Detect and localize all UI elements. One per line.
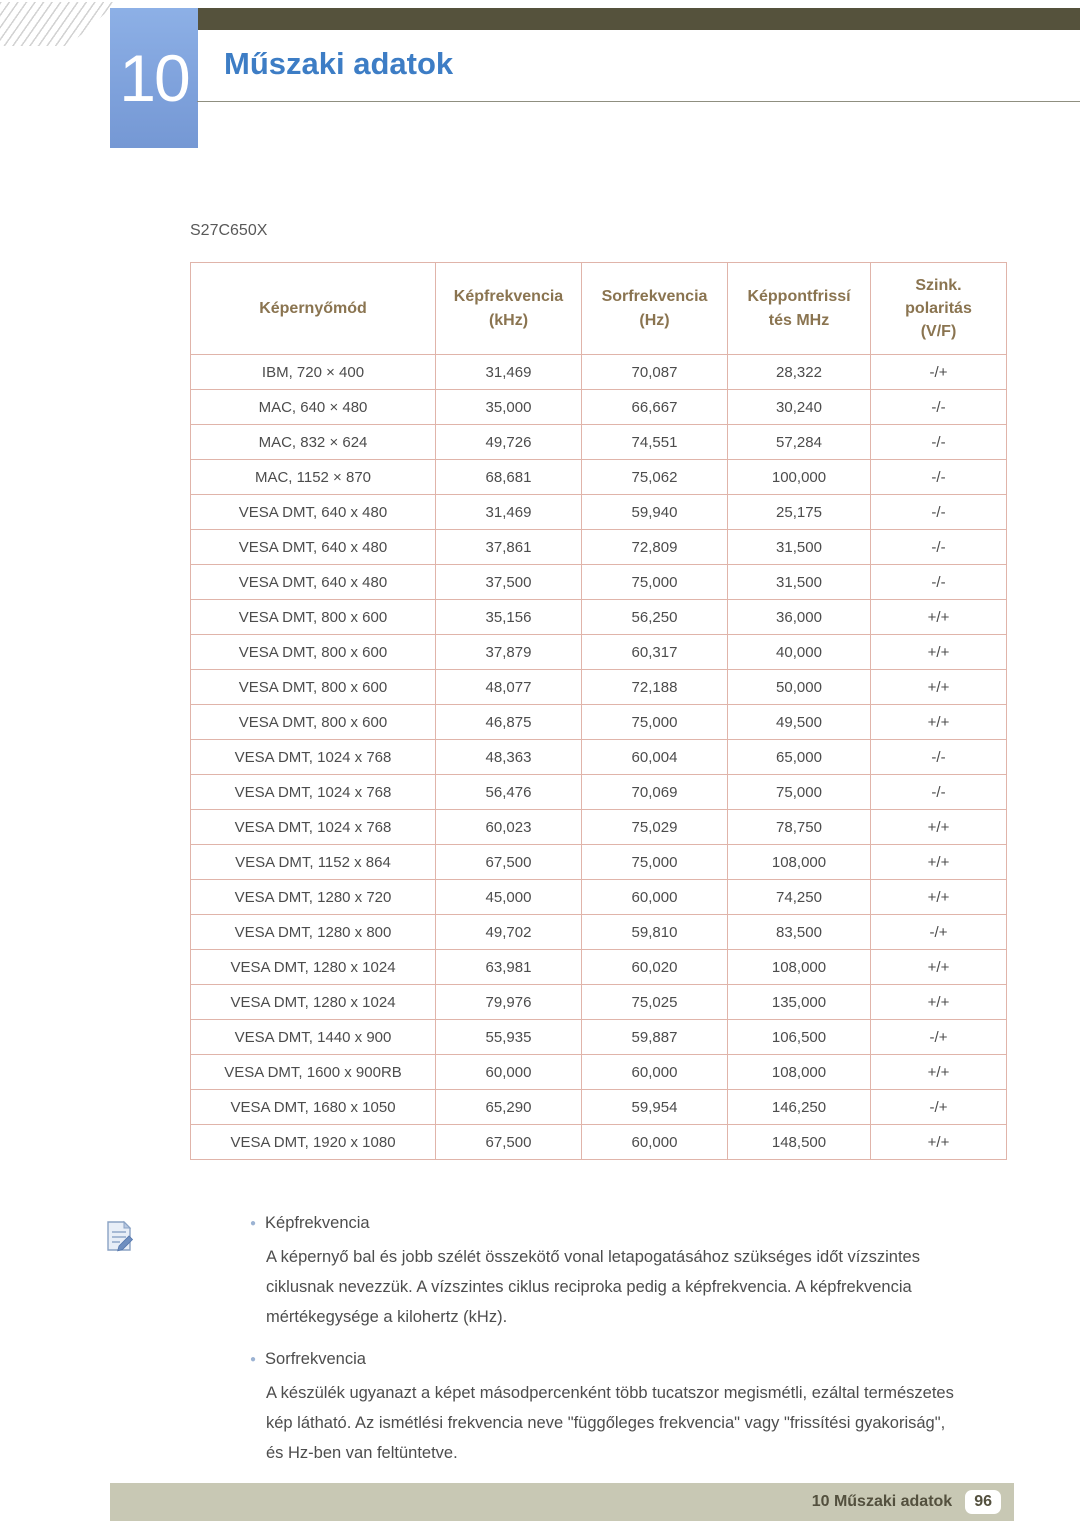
- cell-horizontal-frequency: 67,500: [436, 1125, 582, 1160]
- table-row: [191, 880, 1007, 915]
- header-line: polaritás: [905, 299, 972, 317]
- cell-horizontal-frequency: 31,469: [436, 495, 582, 530]
- cell-horizontal-frequency: 56,476: [436, 775, 582, 810]
- cell-sync-polarity: -/-: [871, 390, 1007, 425]
- top-bar: [197, 8, 1080, 30]
- cell-vertical-frequency: 60,000: [582, 1055, 728, 1090]
- cell-horizontal-frequency: 48,363: [436, 740, 582, 775]
- cell-vertical-frequency: 59,954: [582, 1090, 728, 1125]
- table-row: [191, 565, 1007, 600]
- cell-pixel-clock: 100,000: [728, 460, 871, 495]
- cell-horizontal-frequency: 68,681: [436, 460, 582, 495]
- cell-vertical-frequency: 75,000: [582, 705, 728, 740]
- cell-pixel-clock: 40,000: [728, 635, 871, 670]
- cell-pixel-clock: 50,000: [728, 670, 871, 705]
- cell-sync-polarity: +/+: [871, 810, 1007, 845]
- cell-sync-polarity: -/-: [871, 530, 1007, 565]
- cell-mode: VESA DMT, 640 x 480: [191, 495, 436, 530]
- column-header-vertical-frequency: [582, 263, 728, 355]
- cell-pixel-clock: 146,250: [728, 1090, 871, 1125]
- title-underline: [197, 101, 1080, 102]
- cell-horizontal-frequency: 35,000: [436, 390, 582, 425]
- cell-vertical-frequency: 70,087: [582, 355, 728, 390]
- cell-pixel-clock: 74,250: [728, 880, 871, 915]
- cell-vertical-frequency: 75,025: [582, 985, 728, 1020]
- mode-table-body: [191, 355, 1007, 1160]
- cell-sync-polarity: -/-: [871, 565, 1007, 600]
- cell-sync-polarity: +/+: [871, 950, 1007, 985]
- note-text: A készülék ugyanazt a képet másodpercenként több tucatszor megismétli, ezáltal természetes kép látható. Az ismétlési frekvencia neve "függőleges frekvencia" vagy "frissítési gyakoriság", és Hz-ben van feltüntetve.: [266, 1384, 954, 1462]
- cell-horizontal-frequency: 37,879: [436, 635, 582, 670]
- table-row: [191, 530, 1007, 565]
- column-header-pixel-clock: [728, 263, 871, 355]
- table-row: [191, 810, 1007, 845]
- corner-hatch-decoration: [0, 2, 118, 46]
- table-row: [191, 740, 1007, 775]
- cell-vertical-frequency: 56,250: [582, 600, 728, 635]
- table-row: [191, 390, 1007, 425]
- cell-mode: VESA DMT, 1280 x 800: [191, 915, 436, 950]
- cell-mode: VESA DMT, 1024 x 768: [191, 740, 436, 775]
- cell-vertical-frequency: 75,029: [582, 810, 728, 845]
- header-line: (V/F): [920, 323, 957, 341]
- cell-horizontal-frequency: 49,726: [436, 425, 582, 460]
- bullet-icon: ●: [250, 1354, 257, 1365]
- header-line: Képpontfrissí: [747, 288, 851, 306]
- table-row: [191, 355, 1007, 390]
- cell-sync-polarity: +/+: [871, 1125, 1007, 1160]
- cell-mode: VESA DMT, 1600 x 900RB: [191, 1055, 436, 1090]
- cell-mode: VESA DMT, 800 x 600: [191, 635, 436, 670]
- cell-mode: VESA DMT, 1024 x 768: [191, 775, 436, 810]
- table-row: [191, 600, 1007, 635]
- cell-vertical-frequency: 60,004: [582, 740, 728, 775]
- cell-pixel-clock: 106,500: [728, 1020, 871, 1055]
- cell-horizontal-frequency: 49,702: [436, 915, 582, 950]
- column-header-sync-polarity: [871, 263, 1007, 355]
- cell-mode: VESA DMT, 800 x 600: [191, 670, 436, 705]
- cell-mode: VESA DMT, 640 x 480: [191, 530, 436, 565]
- cell-sync-polarity: -/+: [871, 1090, 1007, 1125]
- table-row: [191, 495, 1007, 530]
- cell-vertical-frequency: 60,000: [582, 1125, 728, 1160]
- note-item: [250, 1214, 983, 1332]
- cell-mode: MAC, 640 × 480: [191, 390, 436, 425]
- cell-pixel-clock: 135,000: [728, 985, 871, 1020]
- cell-vertical-frequency: 70,069: [582, 775, 728, 810]
- cell-mode: VESA DMT, 1920 x 1080: [191, 1125, 436, 1160]
- table-row: [191, 950, 1007, 985]
- table-row: [191, 985, 1007, 1020]
- header-line: (Hz): [639, 311, 670, 329]
- cell-sync-polarity: +/+: [871, 985, 1007, 1020]
- cell-pixel-clock: 28,322: [728, 355, 871, 390]
- cell-pixel-clock: 108,000: [728, 950, 871, 985]
- note-label: Sorfrekvencia: [265, 1350, 366, 1368]
- cell-horizontal-frequency: 37,861: [436, 530, 582, 565]
- cell-horizontal-frequency: 46,875: [436, 705, 582, 740]
- cell-vertical-frequency: 75,000: [582, 845, 728, 880]
- cell-sync-polarity: +/+: [871, 600, 1007, 635]
- header-line: tés MHz: [768, 311, 830, 329]
- cell-sync-polarity: +/+: [871, 635, 1007, 670]
- cell-mode: VESA DMT, 800 x 600: [191, 705, 436, 740]
- cell-mode: MAC, 832 × 624: [191, 425, 436, 460]
- cell-horizontal-frequency: 55,935: [436, 1020, 582, 1055]
- cell-sync-polarity: -/-: [871, 495, 1007, 530]
- header-line: (kHz): [488, 311, 529, 329]
- cell-pixel-clock: 57,284: [728, 425, 871, 460]
- cell-horizontal-frequency: 45,000: [436, 880, 582, 915]
- cell-vertical-frequency: 59,810: [582, 915, 728, 950]
- cell-mode: VESA DMT, 1280 x 720: [191, 880, 436, 915]
- note-icon: [103, 1220, 135, 1252]
- cell-sync-polarity: -/+: [871, 355, 1007, 390]
- cell-pixel-clock: 31,500: [728, 565, 871, 600]
- table-row: [191, 845, 1007, 880]
- header-line: Képernyőmód: [259, 299, 367, 317]
- cell-horizontal-frequency: 35,156: [436, 600, 582, 635]
- chapter-number-box: [110, 8, 198, 148]
- note-text: A képernyő bal és jobb szélét összekötő vonal letapogatásához szükséges időt vízszintes ciklusnak nevezzük. A vízszintes ciklus reciproka pedig a képfrekvencia. A képfrekvencia mértékegysége a kilohertz (kHz).: [266, 1248, 920, 1326]
- table-row: [191, 915, 1007, 950]
- cell-vertical-frequency: 59,940: [582, 495, 728, 530]
- chapter-number: 10: [119, 41, 189, 115]
- cell-pixel-clock: 75,000: [728, 775, 871, 810]
- cell-pixel-clock: 148,500: [728, 1125, 871, 1160]
- display-modes-table: [190, 262, 1007, 1160]
- cell-mode: VESA DMT, 1280 x 1024: [191, 950, 436, 985]
- cell-vertical-frequency: 59,887: [582, 1020, 728, 1055]
- table-row: [191, 670, 1007, 705]
- cell-sync-polarity: +/+: [871, 1055, 1007, 1090]
- cell-horizontal-frequency: 37,500: [436, 565, 582, 600]
- cell-pixel-clock: 30,240: [728, 390, 871, 425]
- cell-pixel-clock: 25,175: [728, 495, 871, 530]
- cell-horizontal-frequency: 63,981: [436, 950, 582, 985]
- table-header-row: [191, 263, 1007, 355]
- column-header-display-mode: [191, 263, 436, 355]
- note-items: [250, 1214, 983, 1468]
- column-header-horizontal-frequency: [436, 263, 582, 355]
- table-row: [191, 425, 1007, 460]
- cell-sync-polarity: +/+: [871, 845, 1007, 880]
- cell-horizontal-frequency: 31,469: [436, 355, 582, 390]
- cell-mode: VESA DMT, 800 x 600: [191, 600, 436, 635]
- cell-mode: VESA DMT, 1440 x 900: [191, 1020, 436, 1055]
- table-row: [191, 460, 1007, 495]
- header-line: Szink.: [915, 276, 962, 294]
- cell-sync-polarity: -/-: [871, 460, 1007, 495]
- cell-pixel-clock: 108,000: [728, 845, 871, 880]
- cell-pixel-clock: 108,000: [728, 1055, 871, 1090]
- bullet-icon: ●: [250, 1218, 257, 1229]
- table-row: [191, 1055, 1007, 1090]
- cell-mode: VESA DMT, 640 x 480: [191, 565, 436, 600]
- cell-vertical-frequency: 60,020: [582, 950, 728, 985]
- cell-pixel-clock: 36,000: [728, 600, 871, 635]
- table-row: [191, 705, 1007, 740]
- cell-mode: VESA DMT, 1152 x 864: [191, 845, 436, 880]
- chapter-title: Műszaki adatok: [224, 46, 454, 81]
- cell-horizontal-frequency: 79,976: [436, 985, 582, 1020]
- cell-pixel-clock: 65,000: [728, 740, 871, 775]
- table-row: [191, 1090, 1007, 1125]
- header-line: Sorfrekvencia: [601, 288, 708, 306]
- cell-mode: VESA DMT, 1280 x 1024: [191, 985, 436, 1020]
- note-label: Képfrekvencia: [265, 1214, 370, 1232]
- cell-horizontal-frequency: 67,500: [436, 845, 582, 880]
- cell-sync-polarity: +/+: [871, 880, 1007, 915]
- cell-sync-polarity: -/+: [871, 915, 1007, 950]
- notes-section: [103, 1214, 983, 1486]
- cell-pixel-clock: 31,500: [728, 530, 871, 565]
- table-row: [191, 1125, 1007, 1160]
- cell-mode: MAC, 1152 × 870: [191, 460, 436, 495]
- page-number-badge: 96: [965, 1490, 1001, 1514]
- cell-vertical-frequency: 75,000: [582, 565, 728, 600]
- cell-sync-polarity: -/-: [871, 425, 1007, 460]
- cell-vertical-frequency: 72,809: [582, 530, 728, 565]
- table-row: [191, 775, 1007, 810]
- cell-sync-polarity: -/-: [871, 775, 1007, 810]
- header-line: Képfrekvencia: [453, 288, 564, 306]
- cell-vertical-frequency: 74,551: [582, 425, 728, 460]
- cell-horizontal-frequency: 60,023: [436, 810, 582, 845]
- cell-pixel-clock: 78,750: [728, 810, 871, 845]
- cell-horizontal-frequency: 65,290: [436, 1090, 582, 1125]
- cell-sync-polarity: -/-: [871, 740, 1007, 775]
- cell-sync-polarity: +/+: [871, 705, 1007, 740]
- cell-vertical-frequency: 60,317: [582, 635, 728, 670]
- cell-mode: VESA DMT, 1680 x 1050: [191, 1090, 436, 1125]
- cell-vertical-frequency: 60,000: [582, 880, 728, 915]
- cell-pixel-clock: 49,500: [728, 705, 871, 740]
- cell-mode: VESA DMT, 1024 x 768: [191, 810, 436, 845]
- cell-sync-polarity: -/+: [871, 1020, 1007, 1055]
- cell-vertical-frequency: 66,667: [582, 390, 728, 425]
- cell-horizontal-frequency: 60,000: [436, 1055, 582, 1090]
- cell-sync-polarity: +/+: [871, 670, 1007, 705]
- table-row: [191, 635, 1007, 670]
- footer-bar: [110, 1483, 1014, 1521]
- cell-horizontal-frequency: 48,077: [436, 670, 582, 705]
- footer-chapter-label: 10 Műszaki adatok: [811, 1493, 953, 1510]
- table-row: [191, 1020, 1007, 1055]
- cell-mode: IBM, 720 × 400: [191, 355, 436, 390]
- cell-pixel-clock: 83,500: [728, 915, 871, 950]
- cell-vertical-frequency: 72,188: [582, 670, 728, 705]
- cell-vertical-frequency: 75,062: [582, 460, 728, 495]
- note-item: [250, 1350, 983, 1468]
- model-label: S27C650X: [190, 222, 268, 239]
